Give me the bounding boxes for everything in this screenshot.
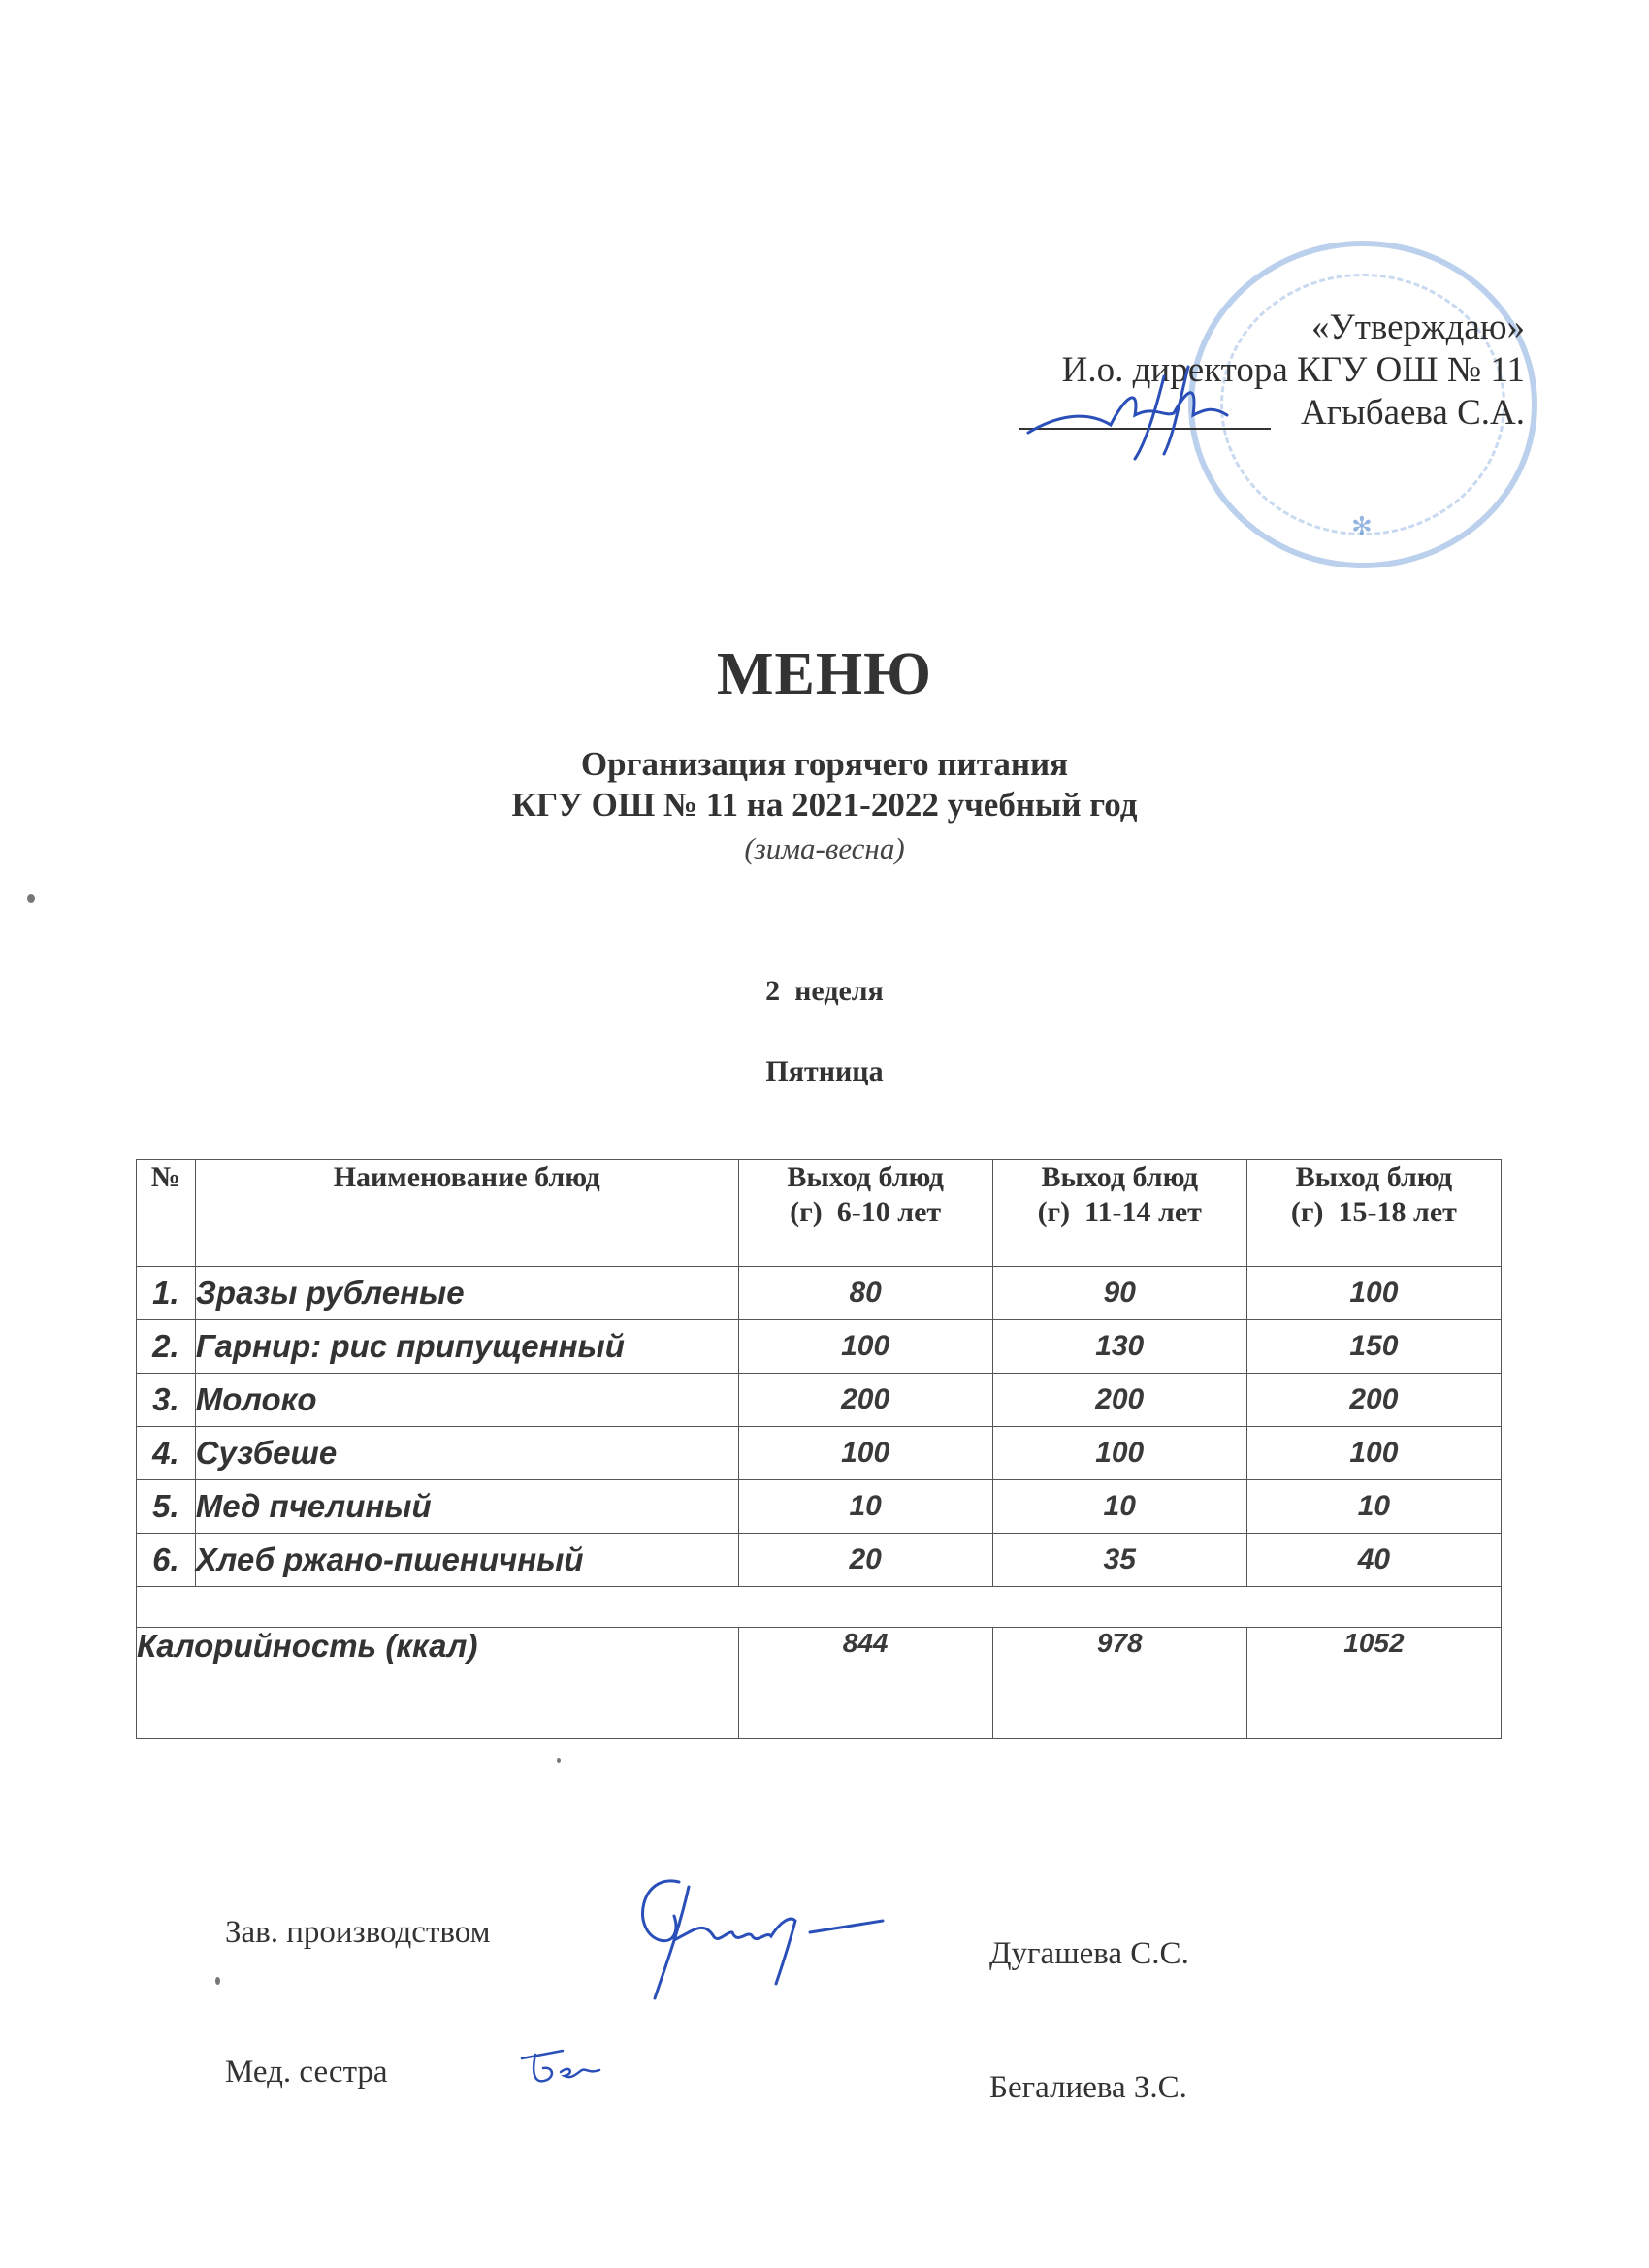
table-row	[137, 1267, 1502, 1320]
row-number: 2.	[137, 1320, 196, 1374]
yield-11-14: 100	[992, 1427, 1246, 1480]
yield-11-14: 200	[992, 1374, 1246, 1427]
column-header-yield-11-14: Выход блюд (г) 11-14 лет	[992, 1160, 1246, 1267]
yield-15-18: 100	[1246, 1427, 1501, 1480]
scan-speck	[215, 1977, 220, 1985]
empty-cell	[137, 1587, 1502, 1628]
row-number: 4.	[137, 1427, 196, 1480]
yield-11-14: 35	[992, 1534, 1246, 1587]
nurse-name: Бегалиева З.С.	[989, 2070, 1187, 2105]
nurse-label: Мед. сестра	[225, 2055, 388, 2090]
subtitle-line-1: Организация горячего питания	[580, 745, 1069, 783]
table-row	[137, 1374, 1502, 1427]
yield-15-18: 40	[1246, 1534, 1501, 1587]
yield-6-10: 200	[738, 1374, 992, 1427]
column-header-yield-15-18: Выход блюд (г) 15-18 лет	[1246, 1160, 1501, 1267]
calories-6-10: 844	[738, 1628, 992, 1739]
dish-name: Гарнир: рис припущенный	[195, 1320, 738, 1374]
calories-11-14: 978	[992, 1628, 1246, 1739]
column-header-dish-name: Наименование блюд	[195, 1160, 738, 1267]
table-row	[137, 1427, 1502, 1480]
yield-6-10: 10	[738, 1480, 992, 1534]
yield-15-18: 200	[1246, 1374, 1501, 1427]
director-signature-icon	[1018, 357, 1251, 464]
column-header-number: №	[137, 1160, 196, 1267]
dish-name: Молоко	[195, 1374, 738, 1427]
approval-position: И.о. директора КГУ ОШ № 11	[1061, 350, 1525, 390]
yield-6-10: 100	[738, 1427, 992, 1480]
week-label: 2 неделя	[765, 975, 884, 1007]
dish-name: Зразы рубленые	[195, 1267, 738, 1320]
table-row	[137, 1480, 1502, 1534]
yield-15-18: 100	[1246, 1267, 1501, 1320]
dish-name: Мед пчелиный	[195, 1480, 738, 1534]
production-head-signature-icon	[621, 1863, 912, 2008]
dish-name: Хлеб ржано-пшеничный	[195, 1534, 738, 1587]
table-header-row	[137, 1160, 1502, 1267]
yield-15-18: 150	[1246, 1320, 1501, 1374]
dish-name: Сузбеше	[195, 1427, 738, 1480]
calories-label: Калорийность (ккал)	[137, 1628, 739, 1739]
row-number: 3.	[137, 1374, 196, 1427]
calories-15-18: 1052	[1246, 1628, 1501, 1739]
calories-row	[137, 1628, 1502, 1739]
table-row	[137, 1534, 1502, 1587]
yield-11-14: 10	[992, 1480, 1246, 1534]
row-number: 5.	[137, 1480, 196, 1534]
page-title: МЕНЮ	[717, 641, 932, 707]
yield-6-10: 100	[738, 1320, 992, 1374]
stamp-star-icon: ✻	[1351, 512, 1373, 541]
yield-11-14: 130	[992, 1320, 1246, 1374]
production-head-label: Зав. производством	[225, 1915, 491, 1950]
season-label: (зима-весна)	[744, 831, 905, 865]
table-row	[137, 1320, 1502, 1374]
row-number: 1.	[137, 1267, 196, 1320]
yield-6-10: 80	[738, 1267, 992, 1320]
nurse-signature-icon	[514, 2037, 621, 2095]
yield-15-18: 10	[1246, 1480, 1501, 1534]
row-number: 6.	[137, 1534, 196, 1587]
approval-heading: «Утверждаю»	[1311, 308, 1525, 347]
scan-speck	[27, 894, 35, 903]
day-label: Пятница	[765, 1055, 884, 1087]
approval-name: Агыбаева С.А.	[1301, 393, 1525, 433]
yield-11-14: 90	[992, 1267, 1246, 1320]
scan-speck	[557, 1758, 561, 1763]
subtitle-line-2: КГУ ОШ № 11 на 2021-2022 учебный год	[511, 786, 1138, 824]
production-head-name: Дугашева С.С.	[989, 1936, 1189, 1971]
yield-6-10: 20	[738, 1534, 992, 1587]
column-header-yield-6-10: Выход блюд (г) 6-10 лет	[738, 1160, 992, 1267]
table-spacer-row	[137, 1587, 1502, 1628]
menu-table	[136, 1159, 1502, 1739]
